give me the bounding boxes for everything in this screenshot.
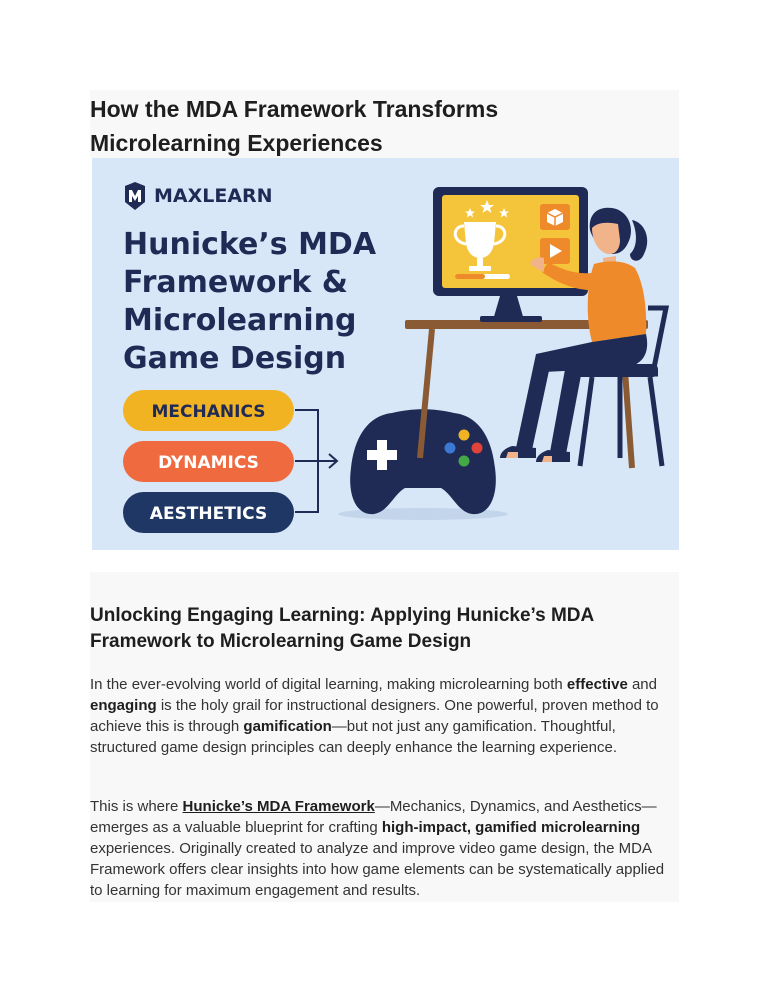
p2-bold-high-impact: high-impact, gamified microlearning <box>381 819 641 836</box>
p1-text-4: —but not just any gamification. Thoughtful, structured game design principles can deeply enhance the learning experience. <box>90 718 617 756</box>
play-icon <box>540 238 570 264</box>
brand-name: MAXLEARN <box>154 185 273 207</box>
mda-framework-link[interactable]: Hunicke’s MDA Framework <box>182 798 375 815</box>
hero-image <box>92 158 679 550</box>
p1-text-3: is the holy grail for instructional designers. One powerful, proven method to achieve this is through <box>90 697 659 735</box>
p2-text-2: —Mechanics, Dynamics, and Aesthetics—emerges as a valuable blueprint for crafting <box>90 798 657 836</box>
hero-headline-line-1: Hunicke’s MDA <box>123 227 377 262</box>
mechanics-label: MECHANICS <box>151 402 266 422</box>
p1-bold-gamification: gamification <box>243 718 332 735</box>
progress-fill <box>455 274 485 279</box>
section-heading: Unlocking Engaging Learning: Applying Hunicke’s MDA Framework to Microlearning Game Design <box>90 605 594 652</box>
p2-text-3: experiences. Originally created to analyze and improve video game design, the MDA Framework offers clear insights into how game elements can be systematically applied to learning for maximum engagement and results. <box>90 840 665 899</box>
hero-headline-line-2: Framework & <box>123 265 348 300</box>
p1-bold-engaging: engaging <box>90 697 157 714</box>
paragraph-mda <box>90 796 670 901</box>
page-title: How the MDA Framework Transforms Microlearning Experiences <box>90 96 499 156</box>
hero-headline-line-4: Game Design <box>123 341 347 376</box>
p2-text-1: This is where <box>90 798 183 815</box>
paragraph-intro <box>90 674 670 758</box>
hero-illustration <box>92 158 679 550</box>
cube-icon <box>540 204 570 230</box>
p1-text-1: In the ever-evolving world of digital learning, making microlearning both <box>90 676 567 693</box>
hero-headline-line-3: Microlearning <box>123 303 357 338</box>
aesthetics-label: AESTHETICS <box>149 504 268 524</box>
p1-bold-effective: effective <box>566 676 628 693</box>
dynamics-label: DYNAMICS <box>158 453 259 473</box>
p1-text-2: and <box>627 676 657 693</box>
